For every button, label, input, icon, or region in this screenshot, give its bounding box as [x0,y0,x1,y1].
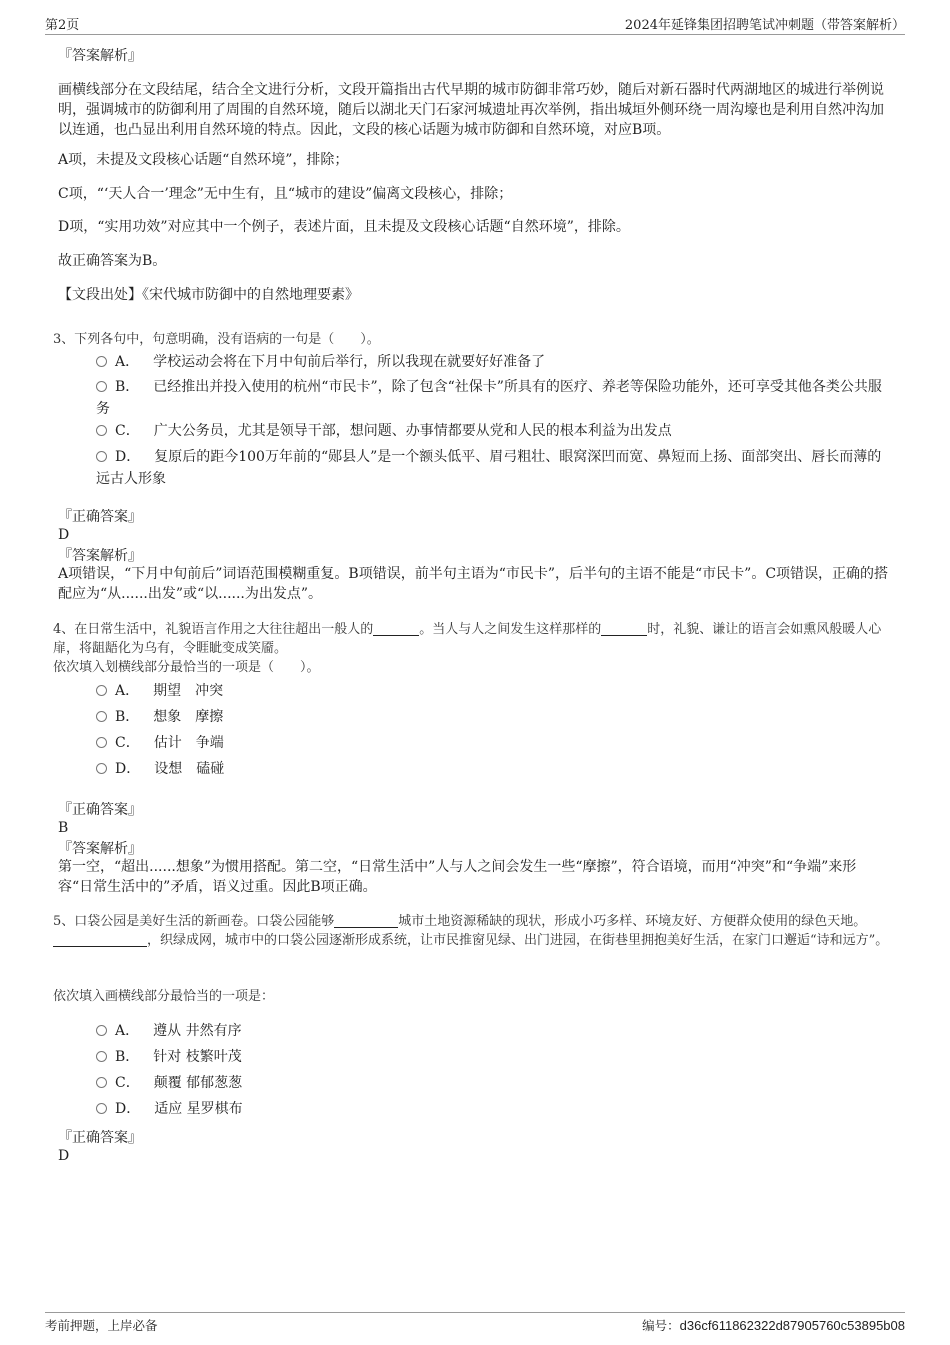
option-letter: A． [115,1023,140,1039]
option-letter: C． [115,1075,140,1091]
radio-icon[interactable] [96,381,107,392]
option-text: 广大公务员，尤其是领导干部，想问题、办事情都要从党和人民的根本利益为出发点 [153,423,672,439]
option-letter: A． [115,354,140,370]
q3-explain: A项错误，“下月中旬前后”词语范围模糊重复。B项错误，前半句主语为“市民卡”，后半句的主语不能是“市民卡”。C项错误，正确的搭配应为“从......出发”或“以......为出发点”。 [58,566,889,602]
q2-explain-paragraph: 画横线部分在文段结尾，结合全文进行分析，文段开篇指出古代早期的城市防御非常巧妙，随后对新石器时代两湖地区的城进行举例说明，强调城市的防御利用了周围的自然环境，随后以湖北天门石家河城遗址再次举例，指出城垣外侧环绕一周沟壕也是利用自然冲沟加以连通，也凸显出利用自然环境的特点。因此，文段的核心话题为城市防御和自然环境，对应B项。 [58,82,884,138]
q5-option-b[interactable] [96,1046,890,1068]
option-text: 学校运动会将在下月中旬前后举行，所以我现在就要好好准备了 [153,354,546,370]
q2-explain-label: 『答案解析』 [58,48,142,64]
radio-icon[interactable] [96,1077,107,1088]
blank-1[interactable] [373,621,419,636]
option-letter: D． [115,761,141,777]
option-text: 适应 星罗棋布 [154,1101,243,1117]
q5-option-a[interactable] [96,1020,890,1042]
document-title: 2024年延锋集团招聘笔试冲刺题（带答案解析） [624,18,905,33]
blank-2[interactable] [601,621,647,636]
q5-instruction: 依次填入画横线部分最恰当的一项是： [53,989,275,1004]
blank-1[interactable] [334,913,398,928]
option-letter: C． [115,423,140,439]
q4-stem-part2: 。当人与人之间发生这样那样的 [419,622,602,637]
q4-option-b[interactable] [96,706,890,728]
option-word-1: 期望 [153,683,182,699]
radio-icon[interactable] [96,356,107,367]
q4-option-d[interactable] [96,758,890,780]
page-header [45,12,905,35]
q4-answer: B [58,820,69,836]
option-letter: B． [115,379,140,395]
option-word-1: 估计 [153,735,182,751]
radio-icon[interactable] [96,685,107,696]
q3-answer-label: 『正确答案』 [58,509,142,525]
option-letter: C． [115,735,140,751]
q2-explain-c: C项，“‘天人合一’理念”无中生有，且“城市的建设”偏离文段核心，排除； [58,186,513,202]
page-footer [45,1312,905,1337]
q3-option-d[interactable] [96,446,890,490]
q5-option-c[interactable] [96,1072,890,1094]
option-letter: D． [115,449,141,465]
option-text: 已经推出并投入使用的杭州“市民卡”，除了包含“社保卡”所具有的医疗、养老等保险功能外，还可享受其他各类公共服务 [96,379,882,417]
blank-2[interactable] [53,932,147,947]
option-word-2: 摩擦 [195,709,224,725]
q3-explain-label: 『答案解析』 [58,548,142,564]
q2-explain-d: D项，“实用功效”对应其中一个例子，表述片面，且未提及文段核心话题“自然环境”，排除。 [58,219,630,235]
q3-option-b[interactable] [96,376,890,420]
option-text: 颠覆 郁郁葱葱 [153,1075,243,1091]
radio-icon[interactable] [96,763,107,774]
q2-explain-a: A项，未提及文段核心话题“自然环境”，排除； [58,152,349,168]
option-word-2: 磕碰 [196,761,225,777]
option-text: 遵从 井然有序 [153,1023,242,1039]
q2-conclusion: 故正确答案为B。 [58,253,167,269]
q5-option-d[interactable] [96,1098,890,1120]
radio-icon[interactable] [96,1103,107,1114]
option-letter: A． [115,683,140,699]
radio-icon[interactable] [96,451,107,462]
radio-icon[interactable] [96,425,107,436]
q3-option-a[interactable] [96,351,890,373]
radio-icon[interactable] [96,1051,107,1062]
code-label: 编号： [642,1318,680,1333]
q4-instruction: 依次填入划横线部分最恰当的一项是（ ）。 [53,660,320,675]
q4-stem-part1: 4、在日常生活中，礼貌语言作用之大往往超出一般人的 [53,622,374,637]
option-word-2: 冲突 [195,683,224,699]
option-letter: B． [115,709,140,725]
q2-source: 【文段出处】《宋代城市防御中的自然地理要素》 [58,287,359,303]
radio-icon[interactable] [96,1025,107,1036]
q5-answer: D [58,1148,70,1164]
code-value: d36cf611862322d87905760c53895b08 [679,1318,905,1333]
q5-stem-part1: 5、口袋公园是美好生活的新画卷。口袋公园能够 [53,914,335,929]
q4-explain-label: 『答案解析』 [58,841,142,857]
option-word-2: 争端 [195,735,224,751]
q3-answer: D [58,527,70,543]
q4-answer-label: 『正确答案』 [58,802,142,818]
q4-stem [53,620,891,658]
option-word-1: 设想 [154,761,183,777]
q4-stem-part3: 时，礼貌、谦让的语言会如熏风般暖人心扉，将龃龉化为乌有，令睚眦变成笑靥。 [53,622,882,656]
document-code [642,1316,905,1334]
q5-stem-part3: ，织绿成网，城市中的口袋公园逐渐形成系统，让市民推窗见绿、出门进园，在街巷里拥抱美好生活，在家门口邂逅“诗和远方”。 [147,933,889,948]
q5-stem [53,912,891,950]
q3-stem: 3、下列各句中，句意明确，没有语病的一句是（ ）。 [53,332,380,347]
q4-option-a[interactable] [96,680,890,702]
q5-answer-label: 『正确答案』 [58,1130,142,1146]
q4-explain: 第一空，“超出......想象”为惯用搭配。第二空，“日常生活中”人与人之间会发生一些“摩擦”，符合语境，而用“冲突”和“争端”来形容“日常生活中的”矛盾，语义过重。因此B项正确。 [58,859,857,895]
option-word-1: 想象 [153,709,182,725]
radio-icon[interactable] [96,737,107,748]
q5-stem-part2: 城市土地资源稀缺的现状，形成小巧多样、环境友好、方便群众使用的绿色天地。 [398,914,867,929]
option-text: 复原后的距今100万年前的“郧县人”是一个额头低平、眉弓粗壮、眼窝深凹而宽、鼻短而上扬、面部突出、唇长而薄的远古人形象 [96,449,882,487]
option-letter: B． [115,1049,140,1065]
q3-option-c[interactable] [96,420,890,442]
q4-option-c[interactable] [96,732,890,754]
footer-slogan: 考前押题，上岸必备 [45,1318,158,1333]
option-letter: D． [115,1101,141,1117]
option-text: 针对 枝繁叶茂 [153,1049,242,1065]
page-number: 第2页 [45,18,80,33]
radio-icon[interactable] [96,711,107,722]
